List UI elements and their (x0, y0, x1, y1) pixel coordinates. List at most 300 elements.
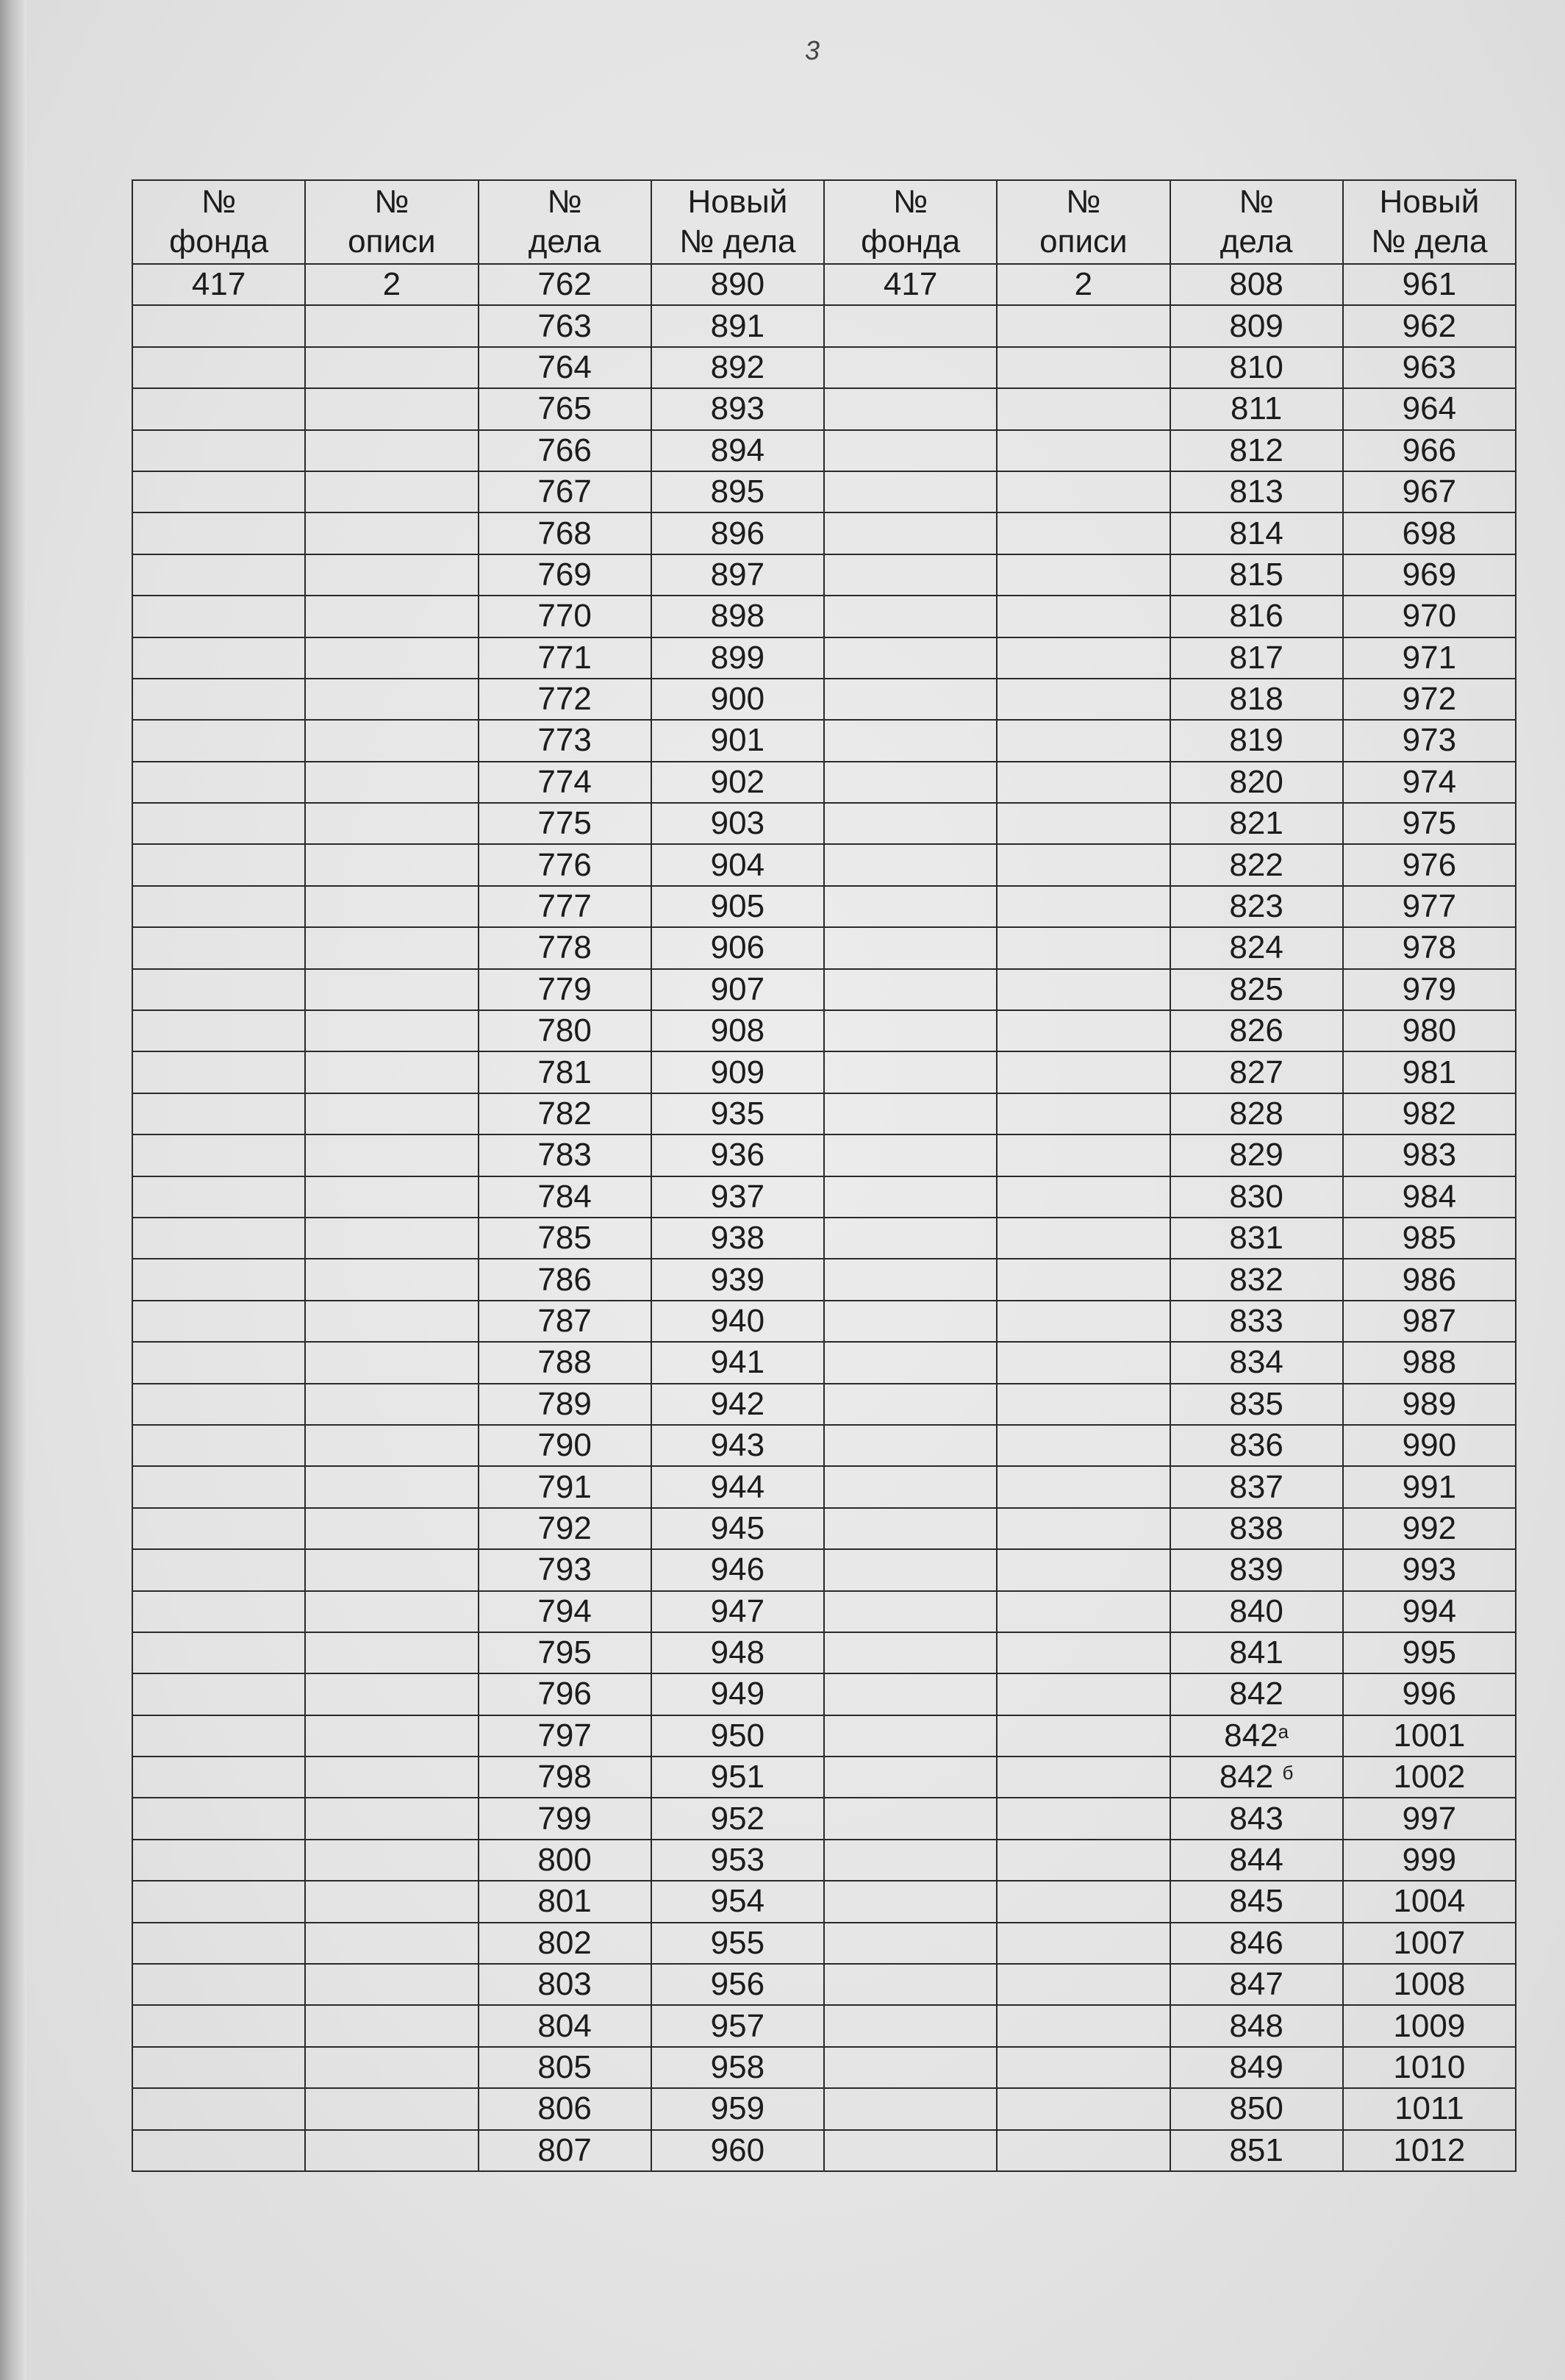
table-cell (479, 1342, 651, 1383)
table-cell (1170, 305, 1343, 346)
table-cell (1343, 471, 1516, 512)
table-cell (1343, 1798, 1516, 1839)
cell-value: 1001 (1393, 1717, 1466, 1754)
table-cell (824, 596, 997, 637)
table-cell (305, 1632, 478, 1673)
table-cell (824, 1259, 997, 1300)
cell-value: 417 (191, 266, 246, 303)
table-cell (305, 388, 478, 429)
cell-value: 812 (1229, 432, 1283, 468)
cell-value: 939 (710, 1261, 765, 1298)
table-cell (997, 2047, 1170, 2088)
table-row (132, 1549, 1516, 1590)
table-cell (1170, 1508, 1343, 1549)
table-cell (997, 886, 1170, 927)
table-row (132, 1176, 1516, 1218)
table-cell (132, 2005, 305, 2046)
table-cell (132, 1591, 305, 1632)
table-cell (132, 637, 305, 679)
table-cell (824, 2088, 997, 2129)
table-cell (997, 844, 1170, 885)
table-cell (824, 1508, 997, 1549)
header-cell (997, 180, 1170, 264)
cell-value: 822 (1229, 846, 1283, 883)
table-cell (479, 1425, 651, 1466)
table-cell (1170, 430, 1343, 471)
table-cell (1343, 1093, 1516, 1134)
cell-value: 785 (537, 1220, 592, 1257)
table-cell (305, 844, 478, 885)
table-cell (1343, 554, 1516, 596)
header-row (132, 180, 1516, 264)
table-cell (997, 264, 1170, 305)
table-cell (997, 1757, 1170, 1798)
cell-value: 1009 (1393, 2007, 1466, 2044)
table-cell (651, 2130, 824, 2171)
cell-value: 773 (537, 722, 592, 759)
cell-value: 944 (710, 1468, 765, 1505)
table-cell (824, 471, 997, 512)
table-cell (305, 1923, 478, 1964)
table-cell (1170, 2088, 1343, 2129)
table-cell (997, 1508, 1170, 1549)
table-cell (651, 1673, 824, 1715)
table-cell (1343, 2047, 1516, 2088)
table-cell (1170, 1964, 1343, 2005)
table-cell (1343, 886, 1516, 927)
cell-value: 993 (1402, 1551, 1457, 1588)
table-row (132, 2088, 1516, 2129)
table-cell (305, 347, 478, 388)
table-cell (132, 1840, 305, 1881)
cell-value: 810 (1229, 349, 1283, 385)
table-cell (651, 1549, 824, 1590)
table-cell (1170, 1134, 1343, 1176)
table-cell (132, 1010, 305, 1051)
cell-value: 991 (1402, 1468, 1457, 1505)
cell-value: 2 (382, 266, 401, 303)
table-cell (1343, 679, 1516, 720)
table-cell (651, 2047, 824, 2088)
cell-value: 896 (710, 515, 765, 551)
table-cell (997, 554, 1170, 596)
header-cell (305, 180, 478, 264)
table-cell (651, 1259, 824, 1300)
table-cell (305, 2130, 478, 2171)
table-cell (1170, 1259, 1343, 1300)
cell-value: 788 (537, 1344, 592, 1381)
cell-value: 951 (710, 1759, 765, 1795)
table-cell (1343, 1425, 1516, 1466)
table-row (132, 803, 1516, 844)
table-cell (651, 554, 824, 596)
table-cell (132, 1508, 305, 1549)
cell-value: 790 (537, 1427, 592, 1464)
table-cell (1170, 1342, 1343, 1383)
table-cell (132, 1798, 305, 1839)
table-cell (479, 471, 651, 512)
table-cell (479, 1218, 651, 1259)
table-cell (651, 347, 824, 388)
table-cell (1170, 803, 1343, 844)
header-line: № (547, 184, 582, 220)
table-cell (651, 1342, 824, 1383)
table-row (132, 512, 1516, 554)
table-cell (1343, 1715, 1516, 1757)
table-cell (1343, 1757, 1516, 1798)
cell-value: 997 (1402, 1800, 1457, 1837)
cell-value: 797 (537, 1717, 592, 1754)
table-cell (132, 1673, 305, 1715)
cell-value: 820 (1229, 763, 1283, 800)
table-cell (1343, 803, 1516, 844)
cell-value: 826 (1229, 1012, 1283, 1049)
table-cell (479, 1051, 651, 1093)
table-cell (1343, 1259, 1516, 1300)
cell-value: 833 (1229, 1302, 1283, 1339)
table-cell (997, 2005, 1170, 2046)
table-cell (132, 1757, 305, 1798)
table-cell (305, 2005, 478, 2046)
table-cell (479, 720, 651, 761)
table-cell (1170, 1010, 1343, 1051)
table-cell (479, 2130, 651, 2171)
header-line: № (374, 184, 409, 220)
cell-value: 816 (1229, 598, 1283, 635)
table-cell (997, 1466, 1170, 1507)
table-cell (651, 927, 824, 968)
table-cell (479, 264, 651, 305)
table-row (132, 1591, 1516, 1632)
cell-value: 960 (710, 2131, 765, 2168)
cell-value: 959 (710, 2090, 765, 2127)
table-cell (1170, 1218, 1343, 1259)
table-cell (479, 1757, 651, 1798)
table-cell (824, 305, 997, 346)
table-cell (132, 554, 305, 596)
table-cell (1343, 1466, 1516, 1507)
table-cell (1343, 1051, 1516, 1093)
header-line: № дела (1371, 224, 1488, 260)
table-cell (1170, 637, 1343, 679)
table-cell (132, 886, 305, 927)
table-cell (824, 1840, 997, 1881)
table-row (132, 1259, 1516, 1300)
table-cell (132, 1632, 305, 1673)
table-cell (824, 886, 997, 927)
table-cell (824, 803, 997, 844)
cell-value: 1007 (1393, 1924, 1466, 1961)
cell-value: 767 (537, 474, 592, 510)
table-cell (479, 1010, 651, 1051)
cell-value: 839 (1229, 1551, 1283, 1588)
table-cell (132, 720, 305, 761)
cell-value: 956 (710, 1966, 765, 2003)
table-cell (997, 1840, 1170, 1881)
table-row (132, 886, 1516, 927)
table-cell (1343, 969, 1516, 1010)
table-row (132, 2047, 1516, 2088)
cell-value: 962 (1402, 307, 1457, 344)
table-cell (1343, 1508, 1516, 1549)
cell-value: 905 (710, 888, 765, 925)
table-cell (824, 1466, 997, 1507)
table-cell (305, 969, 478, 1010)
table-cell (479, 969, 651, 1010)
table-cell (651, 2088, 824, 2129)
table-cell (479, 347, 651, 388)
table-cell (824, 1384, 997, 1425)
table-cell (824, 1757, 997, 1798)
header-line: № (1239, 184, 1274, 220)
table-cell (305, 1508, 478, 1549)
table-cell (997, 1010, 1170, 1051)
table-cell (305, 1010, 478, 1051)
table-cell (132, 1342, 305, 1383)
table-row (132, 1051, 1516, 1093)
table-cell (824, 679, 997, 720)
table-cell (132, 1093, 305, 1134)
cell-value: 945 (710, 1509, 765, 1546)
table-cell (651, 1757, 824, 1798)
table-cell (651, 762, 824, 803)
cell-value: 831 (1229, 1220, 1283, 1257)
cell-value: 836 (1229, 1427, 1283, 1464)
table-cell (479, 554, 651, 596)
table-cell (479, 1176, 651, 1218)
header-line: № (1066, 184, 1101, 220)
table-cell (1170, 1881, 1343, 1922)
cell-value: 982 (1402, 1096, 1457, 1132)
cell-value: 987 (1402, 1302, 1457, 1339)
cell-value: 803 (537, 1966, 592, 2003)
table-cell (1343, 1301, 1516, 1342)
table-cell (305, 1715, 478, 1757)
table-cell (651, 1591, 824, 1632)
table-cell (651, 264, 824, 305)
table-cell (1170, 1425, 1343, 1466)
table-cell (824, 1673, 997, 1715)
cell-value: 817 (1229, 639, 1283, 676)
table-cell (651, 305, 824, 346)
cell-value: 999 (1402, 1842, 1457, 1879)
table-cell (305, 1840, 478, 1881)
table-cell (824, 927, 997, 968)
cell-value: 974 (1402, 763, 1457, 800)
table-cell (132, 969, 305, 1010)
table-cell (824, 1134, 997, 1176)
table-cell (305, 679, 478, 720)
cell-value: 807 (537, 2131, 592, 2168)
table-cell (305, 1964, 478, 2005)
table-cell (997, 2088, 1170, 2129)
table-cell (824, 762, 997, 803)
table-cell (997, 1342, 1170, 1383)
table-cell (305, 2047, 478, 2088)
table-cell (479, 637, 651, 679)
table-cell (1170, 886, 1343, 927)
table-cell (997, 1549, 1170, 1590)
table-cell (479, 762, 651, 803)
table-cell (1170, 1549, 1343, 1590)
cell-value: 979 (1402, 971, 1457, 1007)
table-row (132, 1923, 1516, 1964)
cell-value: 832 (1229, 1261, 1283, 1298)
table-cell (305, 305, 478, 346)
cell-value: 1011 (1394, 2090, 1464, 2127)
table-cell (651, 1964, 824, 2005)
table-cell (824, 2130, 997, 2171)
table-cell (824, 1591, 997, 1632)
table-cell (651, 1425, 824, 1466)
table-row (132, 1840, 1516, 1881)
cell-value: 963 (1402, 349, 1457, 385)
header-line: дела (528, 224, 601, 260)
table-row (132, 1218, 1516, 1259)
table-cell (997, 347, 1170, 388)
cell-value: 827 (1229, 1054, 1283, 1090)
table-row (132, 1632, 1516, 1673)
cell-value: 953 (710, 1842, 765, 1879)
table-row (132, 596, 1516, 637)
cell-value: 814 (1229, 515, 1283, 551)
table-cell (305, 1591, 478, 1632)
table-cell (651, 2005, 824, 2046)
table-cell (824, 347, 997, 388)
cell-value: 970 (1402, 598, 1457, 635)
table-cell (651, 1715, 824, 1757)
table-row (132, 1881, 1516, 1922)
header-cell (824, 180, 997, 264)
table-cell (479, 1134, 651, 1176)
cell-value: 985 (1402, 1220, 1457, 1257)
table-cell (824, 1549, 997, 1590)
cell-superscript: б (1282, 1762, 1294, 1784)
cell-value: 819 (1229, 722, 1283, 759)
table-cell (997, 1964, 1170, 2005)
table-cell (997, 305, 1170, 346)
table-cell (997, 637, 1170, 679)
table-cell (824, 1798, 997, 1839)
table-row (132, 2005, 1516, 2046)
cell-value: 981 (1402, 1054, 1457, 1090)
table-cell (479, 1549, 651, 1590)
table-cell (824, 2005, 997, 2046)
cell-value: 813 (1229, 474, 1283, 510)
cell-value: 821 (1229, 805, 1283, 842)
table-cell (1170, 596, 1343, 637)
cell-value: 823 (1229, 888, 1283, 925)
cell-value: 995 (1402, 1634, 1457, 1671)
cell-value: 787 (537, 1302, 592, 1339)
header-line: фонда (169, 224, 269, 260)
table-cell (1170, 1176, 1343, 1218)
header-cell (1343, 180, 1516, 264)
table-cell (824, 1051, 997, 1093)
table-cell (1343, 1342, 1516, 1383)
table-cell (305, 1798, 478, 1839)
cell-value: 762 (537, 266, 592, 303)
cell-value: 980 (1402, 1012, 1457, 1049)
table-cell (1343, 430, 1516, 471)
table-cell (479, 1093, 651, 1134)
header-line: № (201, 184, 237, 220)
header-cell (1170, 180, 1343, 264)
table-cell (997, 762, 1170, 803)
cell-superscript: а (1278, 1720, 1289, 1743)
table-cell (305, 720, 478, 761)
cell-value: 901 (710, 722, 765, 759)
cell-value: 768 (537, 515, 592, 551)
table-cell (1343, 1673, 1516, 1715)
table-row (132, 1673, 1516, 1715)
table-cell (1170, 1301, 1343, 1342)
cell-value: 895 (710, 474, 765, 510)
table-cell (1170, 927, 1343, 968)
table-cell (824, 1923, 997, 1964)
table-cell (132, 430, 305, 471)
header-line: описи (348, 224, 436, 260)
table-cell (1343, 2130, 1516, 2171)
table-cell (997, 596, 1170, 637)
cell-value: 989 (1402, 1385, 1457, 1422)
table-cell (1170, 969, 1343, 1010)
table-row (132, 305, 1516, 346)
table-cell (305, 803, 478, 844)
cell-value: 847 (1229, 1966, 1283, 2003)
binding-shadow (0, 0, 26, 2380)
cell-value: 969 (1402, 556, 1457, 593)
table-cell (132, 1134, 305, 1176)
cell-value: 1012 (1393, 2131, 1466, 2168)
cell-value: 791 (537, 1468, 592, 1505)
table-row (132, 1342, 1516, 1383)
cell-value: 996 (1402, 1676, 1457, 1712)
cell-value: 942 (710, 1385, 765, 1422)
table-cell (997, 1923, 1170, 1964)
cell-value: 846 (1229, 1924, 1283, 1961)
cell-value: 1002 (1393, 1759, 1466, 1795)
cell-value: 957 (710, 2007, 765, 2044)
cell-value: 804 (537, 2007, 592, 2044)
table-cell (1170, 554, 1343, 596)
table-cell (997, 1134, 1170, 1176)
table-cell (132, 1218, 305, 1259)
table-cell (651, 1176, 824, 1218)
table-cell (1170, 679, 1343, 720)
table-cell (997, 1093, 1170, 1134)
table-row (132, 844, 1516, 885)
table-cell (651, 1798, 824, 1839)
table-cell (305, 512, 478, 554)
table-cell (824, 720, 997, 761)
table-cell (305, 637, 478, 679)
table-row (132, 388, 1516, 429)
cell-value: 952 (710, 1800, 765, 1837)
table-row (132, 637, 1516, 679)
table-cell (1343, 388, 1516, 429)
table-cell (479, 512, 651, 554)
table-cell (132, 2088, 305, 2129)
table-row (132, 927, 1516, 968)
table-cell (651, 1010, 824, 1051)
table-cell (824, 1093, 997, 1134)
table-cell (1170, 264, 1343, 305)
header-line: № (893, 184, 928, 220)
cell-value: 848 (1229, 2007, 1283, 2044)
cell-value: 892 (710, 349, 765, 385)
cell-value: 941 (710, 1344, 765, 1381)
